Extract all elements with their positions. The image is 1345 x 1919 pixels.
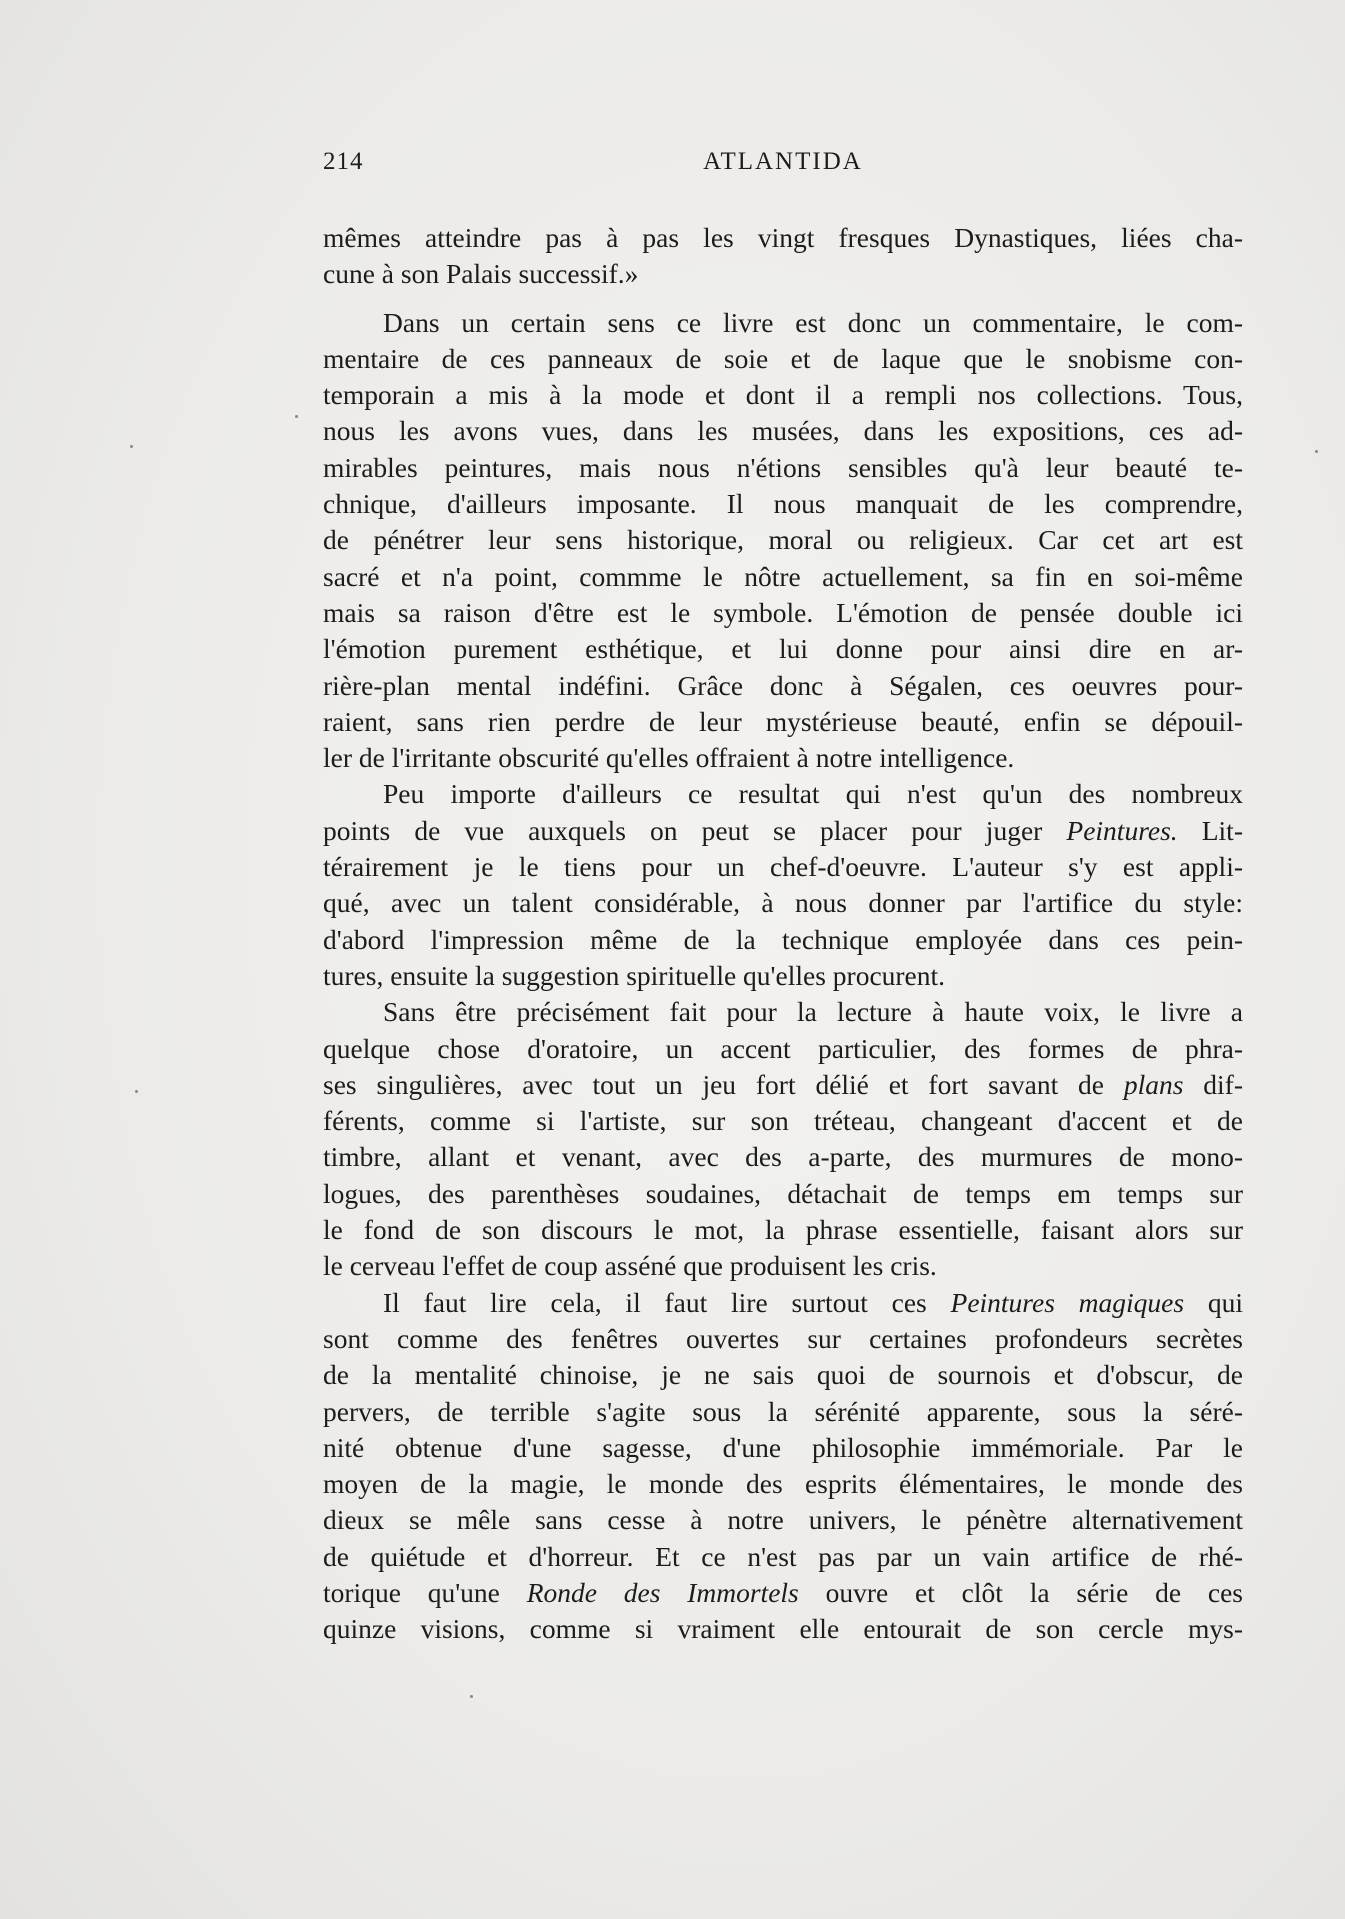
paragraph-gap: [323, 293, 1243, 305]
text-line: Dans un certain sens ce livre est donc un commentaire, le com-: [383, 306, 1243, 338]
text-line: cune à son Palais successif.»: [323, 258, 639, 290]
italic-word: plans: [1123, 1068, 1184, 1100]
text-line: le cerveau l'effet de coup asséné que produisent les cris.: [323, 1250, 937, 1282]
text-line: tures, ensuite la suggestion spirituelle qu'elles procurent.: [323, 959, 946, 991]
text-line: mais sa raison d'être est le symbole. L'émotion de pensée double ici: [323, 596, 1243, 628]
paper-speck: [470, 1695, 473, 1698]
text-line: pervers, de terrible s'agite sous la sérénité apparente, sous la séré-: [323, 1395, 1243, 1427]
text-segment: torique qu'une: [323, 1576, 527, 1608]
text-line: mêmes atteindre pas à pas les vingt fresques Dynastiques, liées cha-: [323, 222, 1243, 253]
text-line: d'abord l'impression même de la technique employée dans ces pein-: [323, 923, 1243, 955]
text-line: nous les avons vues, dans les musées, dans les expositions, ces ad-: [323, 415, 1243, 447]
running-title: ATLANTIDA: [703, 148, 863, 175]
paper-speck: [1315, 450, 1318, 453]
text-line: sacré et n'a point, commme le nôtre actuellement, sa fin en soi-même: [323, 560, 1243, 592]
text-line: qué, avec un talent considérable, à nous donner par l'artifice du style:: [323, 887, 1243, 919]
text-line: mentaire de ces panneaux de soie et de laque que le snobisme con-: [323, 342, 1243, 374]
text-line: ler de l'irritante obscurité qu'elles offraient à notre intelligence.: [323, 742, 1015, 774]
text-segment: qui: [1184, 1286, 1243, 1318]
text-segment: Il faut lire cela, il faut lire surtout ces: [383, 1286, 951, 1318]
text-line: de quiétude et d'horreur. Et ce n'est pas par un vain artifice de rhé-: [323, 1540, 1243, 1572]
text-line: temporain a mis à la mode et dont il a rempli nos collections. Tous,: [323, 379, 1243, 411]
text-line: moyen de la magie, le monde des esprits élémentaires, le monde des: [323, 1468, 1243, 1500]
paper-speck: [135, 1090, 138, 1093]
text-line: l'émotion purement esthétique, et lui donne pour ainsi dire en ar-: [323, 633, 1243, 665]
text-line: chnique, d'ailleurs imposante. Il nous manquait de les comprendre,: [323, 488, 1243, 520]
text-line: dieux se mêle sans cesse à notre univers, le pénètre alternativement: [323, 1504, 1243, 1536]
text-line: mirables peintures, mais nous n'étions sensibles qu'à leur beauté te-: [323, 451, 1243, 483]
page-number: 214: [323, 148, 364, 175]
text-line: quelque chose d'oratoire, un accent particulier, des formes de phra-: [323, 1032, 1243, 1064]
text-line: [323, 1285, 1243, 1321]
text-line: raient, sans rien perdre de leur mystérieuse beauté, enfin se dépouil-: [323, 705, 1243, 737]
text-line: de pénétrer leur sens historique, moral ou religieux. Car cet art est: [323, 524, 1243, 556]
text-line: [323, 813, 1243, 849]
text-line: [323, 1067, 1243, 1103]
text-segment: ses singulières, avec tout un jeu fort délié et fort savant de: [323, 1068, 1124, 1100]
text-segment: Lit-: [1177, 814, 1243, 846]
page-header: [323, 148, 1243, 188]
italic-title: Ronde des Immortels: [526, 1576, 799, 1608]
text-line: rière-plan mental indéfini. Grâce donc à Ségalen, ces oeuvres pour-: [323, 669, 1243, 701]
italic-title: Peintures magiques: [950, 1286, 1185, 1318]
text-segment: points de vue auxquels on peut se placer pour juger: [323, 814, 1067, 846]
text-line: logues, des parenthèses soudaines, détachait de temps em temps sur: [323, 1177, 1243, 1209]
text-line: Peu importe d'ailleurs ce resultat qui n'est qu'un des nombreux: [383, 778, 1243, 810]
text-line: timbre, allant et venant, avec des a-parte, des murmures de mono-: [323, 1141, 1243, 1173]
paper-speck: [295, 415, 298, 418]
text-line: sont comme des fenêtres ouvertes sur certaines profondeurs secrètes: [323, 1322, 1243, 1354]
text-line: nité obtenue d'une sagesse, d'une philosophie immémoriale. Par le: [323, 1431, 1243, 1463]
text-line: quinze visions, comme si vraiment elle entourait de son cercle mys-: [323, 1613, 1243, 1645]
text-line: térairement je le tiens pour un chef-d'oeuvre. L'auteur s'y est appli-: [323, 851, 1243, 883]
text-line: [323, 1575, 1243, 1611]
text-line: férents, comme si l'artiste, sur son tréteau, changeant d'accent et de: [323, 1105, 1243, 1137]
text-line: le fond de son discours le mot, la phrase essentielle, faisant alors sur: [323, 1214, 1243, 1246]
text-segment: ouvre et clôt la série de ces: [798, 1576, 1243, 1608]
text-line: Sans être précisément fait pour la lecture à haute voix, le livre a: [383, 996, 1243, 1028]
paper-speck: [130, 445, 133, 448]
italic-title: Peintures.: [1066, 814, 1178, 846]
body-text: [323, 220, 1243, 1648]
text-segment: dif-: [1183, 1068, 1243, 1100]
text-line: de la mentalité chinoise, je ne sais quoi de sournois et d'obscur, de: [323, 1359, 1243, 1391]
